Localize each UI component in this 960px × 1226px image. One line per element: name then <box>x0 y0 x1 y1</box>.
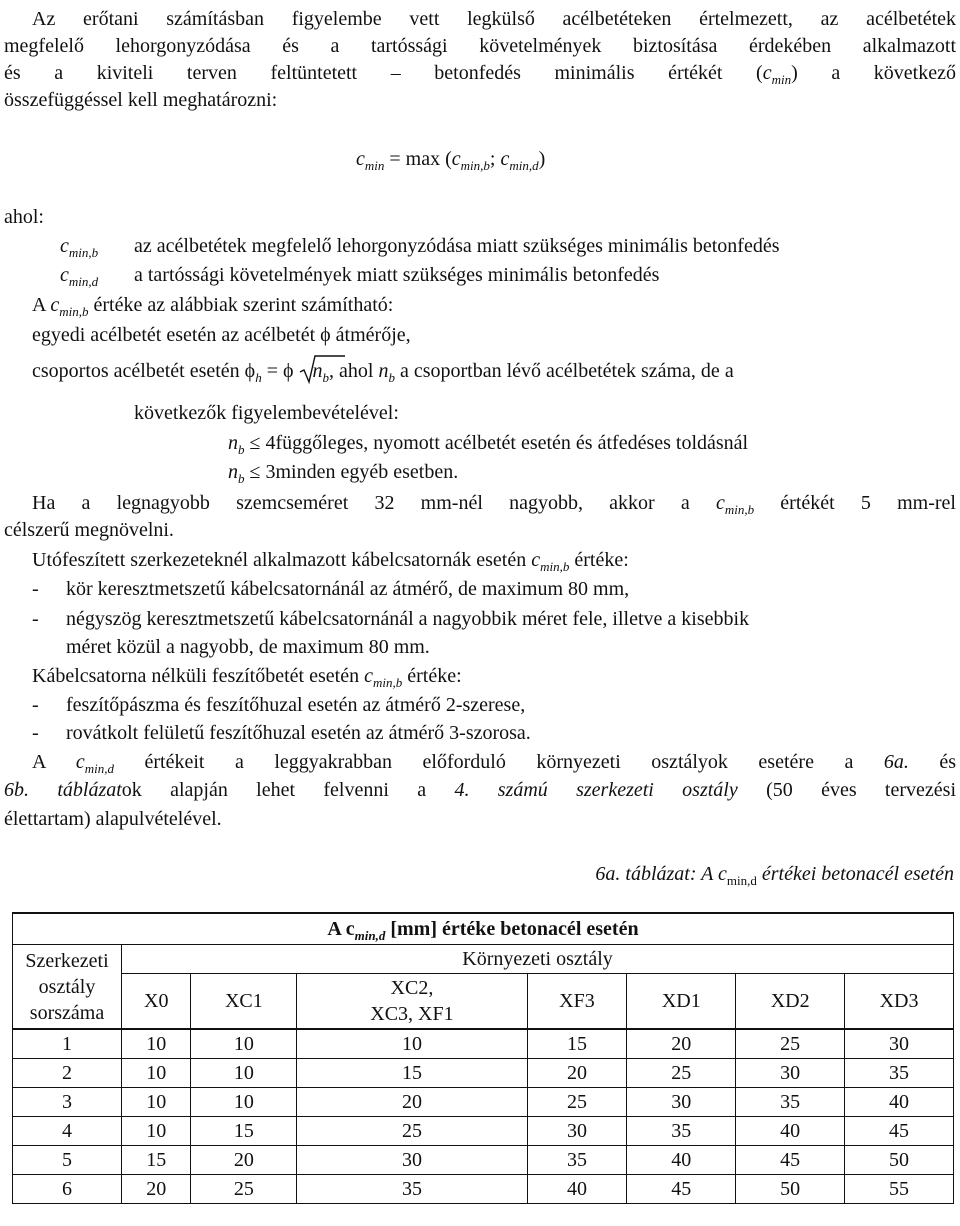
table-cell: 20 <box>627 1029 736 1059</box>
cmind-l2d <box>469 779 497 801</box>
table-cell: 30 <box>845 1029 954 1059</box>
table-cell: 25 <box>191 1175 297 1204</box>
table-cell: 10 <box>191 1029 297 1059</box>
table-cell: 10 <box>122 1059 191 1088</box>
cond2-n: n <box>228 461 238 483</box>
table-cell: 45 <box>736 1146 845 1175</box>
row-header-line-1: Szerkezeti <box>25 949 109 972</box>
row-number-cell: 6 <box>13 1175 122 1204</box>
posttension-dash-1: - <box>32 578 39 600</box>
cminb-intro-sub: min,b <box>59 304 89 319</box>
posttension-item-2: négyszög keresztmetszetű kábelcsatornánál a nagyobbik méret fele, illetve a kisebbik <box>66 608 750 630</box>
cond2-text: 3minden egyéb esetben. <box>265 461 459 483</box>
cond1-n: n <box>228 432 238 454</box>
cmind-line1 <box>32 749 956 776</box>
table-cell: 15 <box>527 1029 627 1059</box>
table-cell: 35 <box>527 1146 627 1175</box>
phi-h-sub: h <box>255 370 262 385</box>
table-cell: 30 <box>736 1059 845 1088</box>
cond2-op: ≤ <box>244 461 266 483</box>
sqrt-nb <box>299 358 330 385</box>
pretension-sym: c <box>364 665 373 687</box>
table-cell: 10 <box>191 1088 297 1117</box>
table-cell: 55 <box>845 1175 954 1204</box>
table-title-post: [mm] értéke betonacél esetén <box>385 917 639 940</box>
cminb-intro-sym: c <box>50 294 60 316</box>
table-column-row <box>13 974 954 1030</box>
table-cell: 35 <box>845 1059 954 1088</box>
col-xc1: XC1 <box>191 974 297 1030</box>
cmind-l1c: 6a. <box>883 751 909 773</box>
group-bar-cont: következők figyelembevételével: <box>134 402 399 424</box>
formula-close: ) <box>538 148 546 170</box>
table-title-row <box>13 913 954 945</box>
caption-sub: min,d <box>726 873 757 888</box>
table-cell: 25 <box>627 1059 736 1088</box>
table-cell: 30 <box>527 1117 627 1146</box>
table-title <box>13 913 954 945</box>
table-cell: 10 <box>122 1088 191 1117</box>
def-cminb-sym: c <box>60 235 69 257</box>
table-cell: 50 <box>845 1146 954 1175</box>
para1-line2 <box>4 33 956 60</box>
posttension-item-2-cont: méret közül a nagyobb, de maximum 80 mm. <box>66 636 430 658</box>
row-number-cell: 3 <box>13 1088 122 1117</box>
col-xd1: XD1 <box>627 974 736 1030</box>
single-bar-line: egyedi acélbetét esetén az acélbetét ϕ átmérője, <box>32 324 411 346</box>
row-number-cell: 5 <box>13 1146 122 1175</box>
posttension-item-1: kör keresztmetszetű kábelcsatornánál az átmérő, de maximum 80 mm, <box>66 578 630 600</box>
col-xf3: XF3 <box>527 974 627 1030</box>
formula-eq: = max ( <box>384 148 452 170</box>
posttension-sub: min,b <box>540 559 570 574</box>
pretension-dash-2: - <box>32 722 39 744</box>
table-cell: 35 <box>627 1117 736 1146</box>
cmind-l1b: értékeit a leggyakrabban előforduló környezeti osztályok esetére a <box>113 751 884 773</box>
table-body <box>13 1029 954 1204</box>
table-row <box>13 1175 954 1204</box>
table-cell: 10 <box>297 1029 527 1059</box>
cond2-sub: b <box>238 471 245 486</box>
aggregate-line2: célszerű megnövelni. <box>4 519 174 541</box>
posttension-pre: Utófeszített szerkezeteknél alkalmazott kábelcsatornák esetén <box>32 549 532 571</box>
table-cell: 10 <box>122 1117 191 1146</box>
ahol-label: ahol: <box>4 206 44 228</box>
table-caption <box>595 861 954 888</box>
group-bar-n-sub: b <box>388 370 395 385</box>
pretension-intro <box>32 663 462 690</box>
table-row <box>13 1059 954 1088</box>
col-xc2-line2: XC3, XF1 <box>370 1003 454 1025</box>
table-cell: 20 <box>527 1059 627 1088</box>
cmind-sub: min,d <box>84 761 114 776</box>
cmind-l2a: 6b. táblázat <box>4 779 122 801</box>
cmind-l2c: 4. <box>454 779 470 801</box>
row-number-cell: 2 <box>13 1059 122 1088</box>
table-cell: 40 <box>845 1088 954 1117</box>
row-header-cell <box>13 945 122 1030</box>
cminb-intro-pre: A <box>32 294 51 316</box>
table-cell: 25 <box>297 1117 527 1146</box>
pretension-post: értéke: <box>402 665 462 687</box>
group-bar-line <box>32 358 734 385</box>
table-cell: 20 <box>297 1088 527 1117</box>
table-cell: 40 <box>736 1117 845 1146</box>
row-header-line-3: sorszáma <box>29 1001 105 1024</box>
para1-line4-text: összefüggéssel kell meghatározni: <box>4 89 278 111</box>
cmin-sub: min <box>771 72 792 87</box>
table-cell: 10 <box>122 1029 191 1059</box>
condition-1 <box>228 430 748 457</box>
sqrt-icon <box>299 354 345 384</box>
aggregate-sub: min,b <box>724 502 755 517</box>
table-row <box>13 1117 954 1146</box>
pretension-sub: min,b <box>372 675 403 690</box>
table-cell: 35 <box>736 1088 845 1117</box>
cmind-l2b: ok alapján lehet felvenni a <box>121 779 455 801</box>
para1-line1 <box>32 6 956 33</box>
sqrt-n-sub: b <box>322 370 330 385</box>
formula-a: c <box>451 148 461 170</box>
caption-pre: 6a. táblázat: A c <box>595 863 727 885</box>
posttension-dash-2: - <box>32 608 39 630</box>
cmind-line3: élettartam) alapulvételével. <box>4 808 222 830</box>
cond1-sub: b <box>238 442 245 457</box>
cond1-text: 4függőleges, nyomott acélbetét esetén és átfedéses toldásnál <box>265 432 749 454</box>
para1-line3-text: és a kiviteli terven feltüntetett – betonfedés minimális értékét ( <box>4 62 763 84</box>
formula-lhs-sub: min <box>364 158 385 173</box>
col-xc2 <box>297 974 527 1030</box>
posttension-post: értéke: <box>569 549 629 571</box>
cminb-intro-post: értéke az alábbiak szerint számítható: <box>88 294 394 316</box>
row-header-line-2: osztály <box>38 975 96 998</box>
pretension-item-1: feszítőpászma és feszítőhuzal esetén az átmérő 2-szerese, <box>66 694 526 716</box>
def-cmind-sym: c <box>60 264 69 286</box>
table-cell: 15 <box>191 1117 297 1146</box>
group-bar-pre: csoportos acélbetét esetén ϕ <box>32 360 256 382</box>
table-row <box>13 1029 954 1059</box>
group-bar-post2: a csoportban lévő acélbetétek száma, de a <box>394 360 734 382</box>
cmind-l1a: A <box>32 751 76 773</box>
def-cminb-sub: min,b <box>68 245 99 260</box>
pretension-item-2: rovátkolt felületű feszítőhuzal esetén az átmérő 3-szorosa. <box>66 722 531 744</box>
aggregate-line1 <box>32 490 956 517</box>
group-header-cell: Környezeti osztály <box>122 945 954 974</box>
para1-line3 <box>4 60 956 87</box>
table-cell: 25 <box>527 1088 627 1117</box>
col-xc2-line1: XC2, <box>390 977 434 999</box>
caption-post: értékei betonacél esetén <box>756 863 954 885</box>
para1-line2-text: megfelelő lehorgonyzódása és a tartóssági követelmények biztosítása érdekében alkalmazott <box>4 35 956 57</box>
row-number-cell: 1 <box>13 1029 122 1059</box>
para1-line1-text: Az erőtani számításban figyelembe vett legkülső acélbetéteken értelmezett, az acélbetétek <box>32 8 956 30</box>
def-cminb-text: az acélbetétek megfelelő lehorgonyzódása miatt szükséges minimális betonfedés <box>134 235 780 257</box>
table-row <box>13 1088 954 1117</box>
group-bar-mid: = ϕ <box>261 360 299 382</box>
posttension-intro <box>32 547 629 574</box>
table-cell: 20 <box>122 1175 191 1204</box>
table-cell: 40 <box>527 1175 627 1204</box>
table-cell: 30 <box>297 1146 527 1175</box>
cmind-l2f: (50 éves tervezési <box>737 779 956 801</box>
aggregate-pre: Ha a legnagyobb szemcseméret 32 mm-nél nagyobb, akkor a <box>32 492 716 514</box>
col-xd2: XD2 <box>736 974 845 1030</box>
cond1-op: ≤ <box>244 432 266 454</box>
table-cell: 20 <box>191 1146 297 1175</box>
cmind-sym: c <box>75 751 85 773</box>
group-bar-post1: , ahol <box>329 360 379 382</box>
para1-line4 <box>4 87 277 114</box>
table-title-pre: A c <box>327 917 355 940</box>
table-cell: 45 <box>845 1117 954 1146</box>
aggregate-sym: c <box>715 492 725 514</box>
pretension-dash-1: - <box>32 694 39 716</box>
table-cell: 45 <box>627 1175 736 1204</box>
def-cmind-text: a tartóssági követelmények miatt szükséges minimális betonfedés <box>134 264 660 286</box>
pretension-pre: Kábelcsatorna nélküli feszítőbetét esetén <box>32 665 365 687</box>
col-x0: X0 <box>122 974 191 1030</box>
formula-b: c <box>500 148 510 170</box>
formula-lhs: c <box>356 148 365 170</box>
table-cell: 50 <box>736 1175 845 1204</box>
cmin-symbol: c <box>762 62 772 84</box>
cmind-table <box>12 912 954 1204</box>
table-cell: 10 <box>191 1059 297 1088</box>
def-cmind-symbol <box>60 262 98 289</box>
col-xd3: XD3 <box>845 974 954 1030</box>
cmind-l2e: számú szerkezeti osztály <box>497 779 738 801</box>
table-cell: 35 <box>297 1175 527 1204</box>
para1-line3-tail: ) a következő <box>791 62 956 84</box>
def-cminb-symbol <box>60 233 98 260</box>
table-cell: 40 <box>627 1146 736 1175</box>
table-row <box>13 1146 954 1175</box>
table-cell: 25 <box>736 1029 845 1059</box>
table-group-row <box>13 945 954 974</box>
table-cell: 15 <box>297 1059 527 1088</box>
cminb-intro <box>32 292 393 319</box>
row-number-cell: 4 <box>13 1117 122 1146</box>
group-bar-n: n <box>378 360 389 382</box>
cmind-l1d: és <box>908 751 956 773</box>
table-title-sub: min,d <box>354 927 386 943</box>
cmind-line2 <box>4 777 956 804</box>
table-cell: 30 <box>627 1088 736 1117</box>
formula-sep: ; <box>489 148 501 170</box>
table-cell: 15 <box>122 1146 191 1175</box>
aggregate-post: értékét 5 mm-rel <box>754 492 956 514</box>
condition-2 <box>228 459 458 486</box>
cmin-formula <box>356 146 545 173</box>
sqrt-n: n <box>312 360 323 382</box>
def-cmind-sub: min,d <box>68 274 99 289</box>
posttension-sym: c <box>531 549 541 571</box>
formula-b-sub: min,d <box>509 158 539 173</box>
formula-a-sub: min,b <box>460 158 490 173</box>
